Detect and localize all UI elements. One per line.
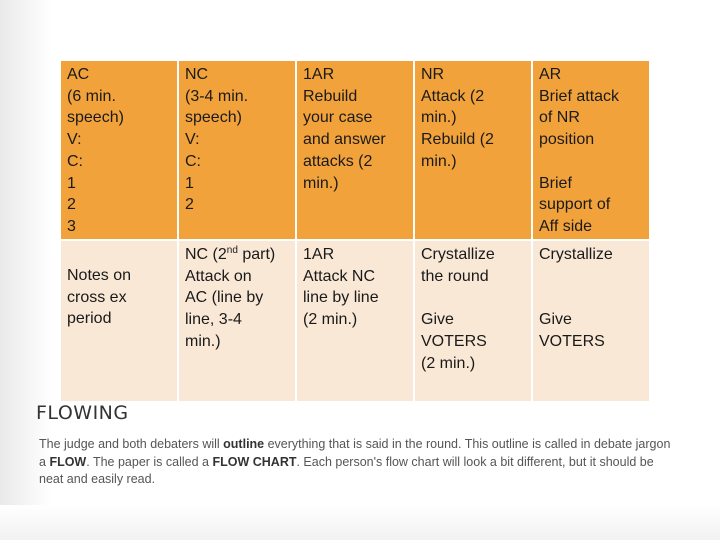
cell-line: V: [67,131,82,149]
slide-bottom-decoration [0,505,720,540]
cell-line: of NR [539,109,580,127]
cell-spacer [539,266,645,288]
table-row [60,240,650,402]
nc-part-superscript: nd [226,245,238,256]
cell-line: Crystallize [539,246,613,263]
cell-line: AC (line by [185,289,264,307]
cell-line: min.) [303,174,339,192]
cell-spacer [421,287,527,309]
cell-line: 1AR [303,246,335,263]
cell-line: Give [421,311,454,329]
cell-line: min.) [421,152,457,170]
cell-line: Attack (2 [421,87,485,105]
table-row [60,60,650,240]
cell-line: support of [539,196,611,214]
cell-line [185,244,291,266]
cell-ac [60,60,178,240]
desc-text: The judge and both debaters will [39,437,224,451]
desc-text: . Each person's flow chart will look a bit different, but it should be neat and easily read. [39,454,654,486]
cell-line: V: [185,131,200,149]
cell-line: Brief [539,174,572,192]
cell-line: cross ex [67,288,127,306]
cell-line: period [67,310,112,328]
cell-line: NC [185,66,209,83]
cell-line: C: [185,152,201,170]
nc-part-suffix: part) [237,246,276,263]
desc-text: . The paper is called a [86,454,213,469]
cell-line: line by line [303,289,379,307]
cell-line: min.) [185,332,221,350]
cell-line: C: [67,152,83,170]
cell-line: min.) [421,109,457,127]
cell-line: line, 3-4 [185,311,242,329]
cell-line: Notes on [67,267,132,284]
cell-1ar-attack [296,240,414,402]
cell-line: Crystallize [421,246,495,263]
cell-line: Attack NC [303,267,376,285]
cell-line: position [539,131,595,149]
cell-line: and answer [303,131,386,149]
desc-text: everything that is said in the round. This outline is called in debate jargon a [39,437,671,469]
cell-line: (3-4 min. [185,87,249,105]
desc-bold-flow: FLOW [49,454,87,469]
cell-line: Aff side [539,217,593,235]
cell-line: AC [67,66,90,83]
cell-notes-cross-ex [60,240,178,402]
cell-line: speech) [185,109,242,127]
cell-line: Attack on [185,267,252,285]
flowing-description [39,436,679,489]
desc-bold-outline: outline [223,437,265,451]
cell-line: Rebuild (2 [421,131,494,149]
cell-line: 2 [185,196,194,214]
cell-line: speech) [67,109,124,127]
cell-nr-crystallize [414,240,532,402]
cell-nc-second-part [178,240,296,402]
cell-line: (6 min. [67,87,116,105]
cell-line: 1 [185,174,194,192]
cell-line: the round [421,267,489,285]
cell-ar [532,60,650,240]
cell-line: VOTERS [539,332,605,350]
cell-line: 1AR [303,66,335,83]
flow-table [59,59,651,403]
cell-line: Brief attack [539,87,620,105]
cell-spacer [539,287,645,309]
cell-line: 1 [67,174,76,192]
section-title: FLOWING [36,402,129,424]
cell-nr [414,60,532,240]
nc-part-prefix: NC (2 [185,246,227,263]
cell-line: VOTERS [421,332,487,350]
cell-line: 2 [67,196,76,214]
cell-1ar [296,60,414,240]
cell-line: (2 min.) [421,354,476,372]
cell-line: 3 [67,217,76,235]
cell-nc [178,60,296,240]
desc-bold-flow-chart: FLOW CHART [212,454,297,469]
cell-line: attacks (2 [303,152,373,170]
cell-line: Rebuild [303,87,358,105]
cell-line: NR [421,66,445,83]
cell-line: AR [539,66,562,83]
cell-spacer [539,151,645,173]
cell-line: (2 min.) [303,311,358,329]
cell-ar-crystallize [532,240,650,402]
cell-line: your case [303,109,373,127]
cell-line: Give [539,311,572,329]
